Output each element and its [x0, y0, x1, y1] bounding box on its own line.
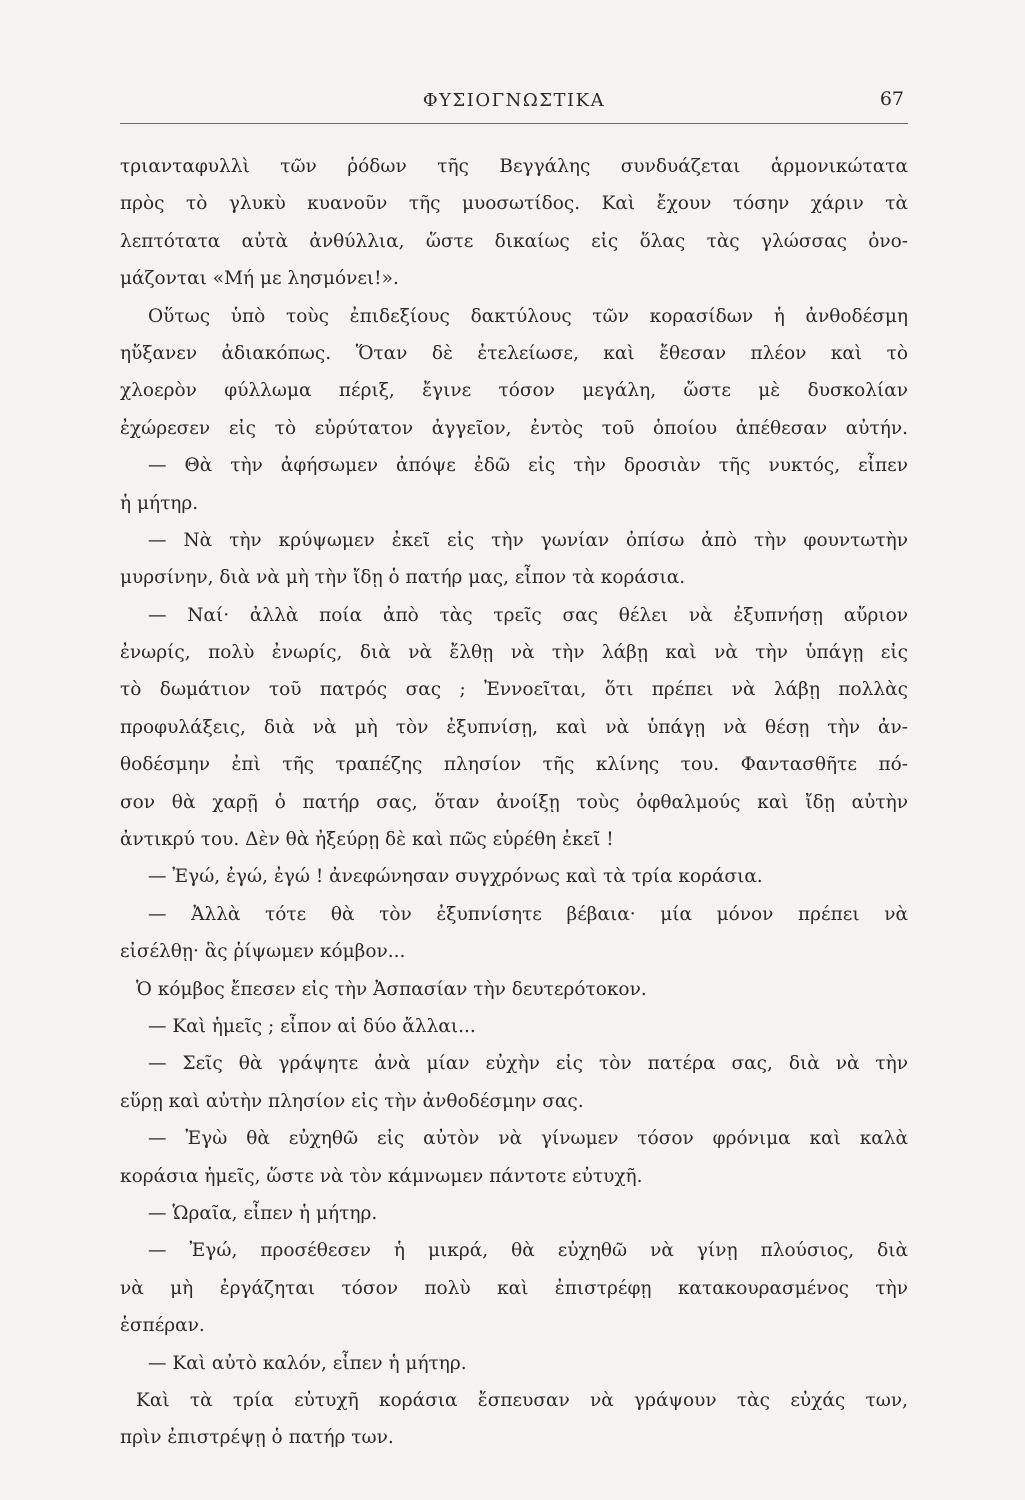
- text-line: προφυλάξεις, διὰ νὰ μὴ τὸν ἐξυπνίσῃ, καὶ νὰ ὑπάγῃ νὰ θέσῃ τὴν ἀν-: [120, 716, 908, 738]
- text-line: εὕρῃ καὶ αὐτὴν πλησίον εἰς τὴν ἀνθοδέσμην σας.: [120, 1090, 584, 1112]
- text-line: ἑσπέραν.: [120, 1315, 205, 1337]
- text-line: εἰσέλθῃ· ἃς ῥίψωμεν κόμβον...: [120, 941, 406, 963]
- text-line: — Ἐγώ, προσέθεσεν ἡ μικρά, θὰ εὐχηθῶ νὰ γίνῃ πλούσιος, διὰ: [148, 1240, 908, 1262]
- text-line: Ὁ κόμβος ἔπεσεν εἰς τὴν Ἀσπασίαν τὴν δευτερότοκον.: [136, 978, 647, 1000]
- text-line: πρὸς τὸ γλυκὺ κυανοῦν τῆς μυοσωτίδος. Καὶ ἔχουν τόσην χάριν τὰ: [120, 193, 908, 215]
- text-line: — Καὶ αὐτὸ καλόν, εἶπεν ἡ μήτηρ.: [148, 1352, 467, 1374]
- text-line: θοδέσμην ἐπὶ τῆς τραπέζης πλησίον τῆς κλίνης του. Φαντασθῆτε πό-: [120, 754, 908, 776]
- running-title: ΦΥΣΙΟΓΝΩΣΤΙΚΑ: [422, 90, 606, 111]
- text-line: μυρσίνην, διὰ νὰ μὴ τὴν ἴδῃ ὁ πατήρ μας, εἶπον τὰ κοράσια.: [120, 567, 686, 589]
- running-head: [120, 88, 908, 118]
- text-line: ἀντικρύ του. Δὲν θὰ ἠξεύρῃ δὲ καὶ πῶς εὑρέθη ἐκεῖ !: [120, 829, 614, 851]
- text-line: — Νὰ τὴν κρύψωμεν ἐκεῖ εἰς τὴν γωνίαν ὀπίσω ἀπὸ τὴν φουντωτὴν: [148, 529, 908, 551]
- text-line: — Θὰ τὴν ἀφήσωμεν ἀπόψε ἐδῶ εἰς τὴν δροσιὰν τῆς νυκτός, εἶπεν: [148, 455, 908, 477]
- text-line: χλοερὸν φύλλωμα πέριξ, ἔγινε τόσον μεγάλη, ὥστε μὲ δυσκολίαν: [120, 380, 908, 402]
- text-line: — Ὡραῖα, εἶπεν ἡ μήτηρ.: [148, 1202, 378, 1224]
- text-line: — Ἐγὼ θὰ εὐχηθῶ εἰς αὐτὸν νὰ γίνωμεν τόσον φρόνιμα καὶ καλὰ: [148, 1128, 908, 1150]
- text-line: σον θὰ χαρῇ ὁ πατήρ σας, ὅταν ἀνοίξῃ τοὺς ὀφθαλμούς καὶ ἴδῃ αὐτὴν: [120, 791, 908, 813]
- text-line: μάζονται «Μή με λησμόνει!».: [120, 268, 399, 290]
- text-line: — Καὶ ἡμεῖς ; εἶπον αἱ δύο ἄλλαι...: [148, 1015, 476, 1037]
- text-line: Οὕτως ὑπὸ τοὺς ἐπιδεξίους δακτύλους τῶν κορασίδων ἡ ἀνθοδέσμη: [148, 305, 908, 327]
- body-text: [120, 148, 908, 1457]
- text-line: Καὶ τὰ τρία εὐτυχῆ κοράσια ἔσπευσαν νὰ γράψουν τὰς εὐχάς των,: [136, 1389, 908, 1411]
- text-line: τριανταφυλλὶ τῶν ῥόδων τῆς Βεγγάλης συνδυάζεται ἁρμονικώτατα: [120, 156, 908, 177]
- text-line: ηὔξανεν ἀδιακόπως. Ὅταν δὲ ἐτελείωσε, καὶ ἔθεσαν πλέον καὶ τὸ: [120, 342, 908, 364]
- text-line: νὰ μὴ ἐργάζηται τόσον πολὺ καὶ ἐπιστρέφῃ κατακουρασμένος τὴν: [120, 1277, 908, 1299]
- text-line: κοράσια ἡμεῖς, ὥστε νὰ τὸν κάμνωμεν πάντοτε εὐτυχῆ.: [120, 1165, 643, 1187]
- text-line: ἐνωρίς, πολὺ ἐνωρίς, διὰ νὰ ἔλθῃ νὰ τὴν λάβῃ καὶ νὰ τὴν ὑπάγῃ εἰς: [120, 642, 908, 664]
- text-line: πρὶν ἐπιστρέψῃ ὁ πατήρ των.: [120, 1427, 394, 1449]
- text-line: — Ἐγώ, ἐγώ, ἐγώ ! ἀνεφώνησαν συγχρόνως καὶ τὰ τρία κοράσια.: [148, 866, 763, 888]
- text-line: — Ναί· ἀλλὰ ποία ἀπὸ τὰς τρεῖς σας θέλει νὰ ἐξυπνήσῃ αὔριον: [148, 604, 908, 626]
- text-line: ἡ μήτηρ.: [120, 492, 199, 514]
- text-line: — Σεῖς θὰ γράψητε ἀνὰ μίαν εὐχὴν εἰς τὸν πατέρα σας, διὰ νὰ τὴν: [148, 1053, 908, 1075]
- text-line: τὸ δωμάτιον τοῦ πατρός σας ; Ἐννοεῖται, ὅτι πρέπει νὰ λάβῃ πολλὰς: [120, 679, 908, 701]
- header-rule: [120, 123, 908, 124]
- text-line: — Ἀλλὰ τότε θὰ τὸν ἐξυπνίσητε βέβαια· μία μόνον πρέπει νὰ: [148, 903, 908, 925]
- page-number: 67: [879, 88, 904, 110]
- text-line: ἐχώρεσεν εἰς τὸ εὐρύτατον ἀγγεῖον, ἐντὸς τοῦ ὁποίου ἀπέθεσαν αὐτήν.: [120, 417, 908, 439]
- text-line: λεπτότατα αὐτὰ ἀνθύλλια, ὥστε δικαίως εἰς ὅλας τὰς γλώσσας ὀνο-: [120, 230, 908, 252]
